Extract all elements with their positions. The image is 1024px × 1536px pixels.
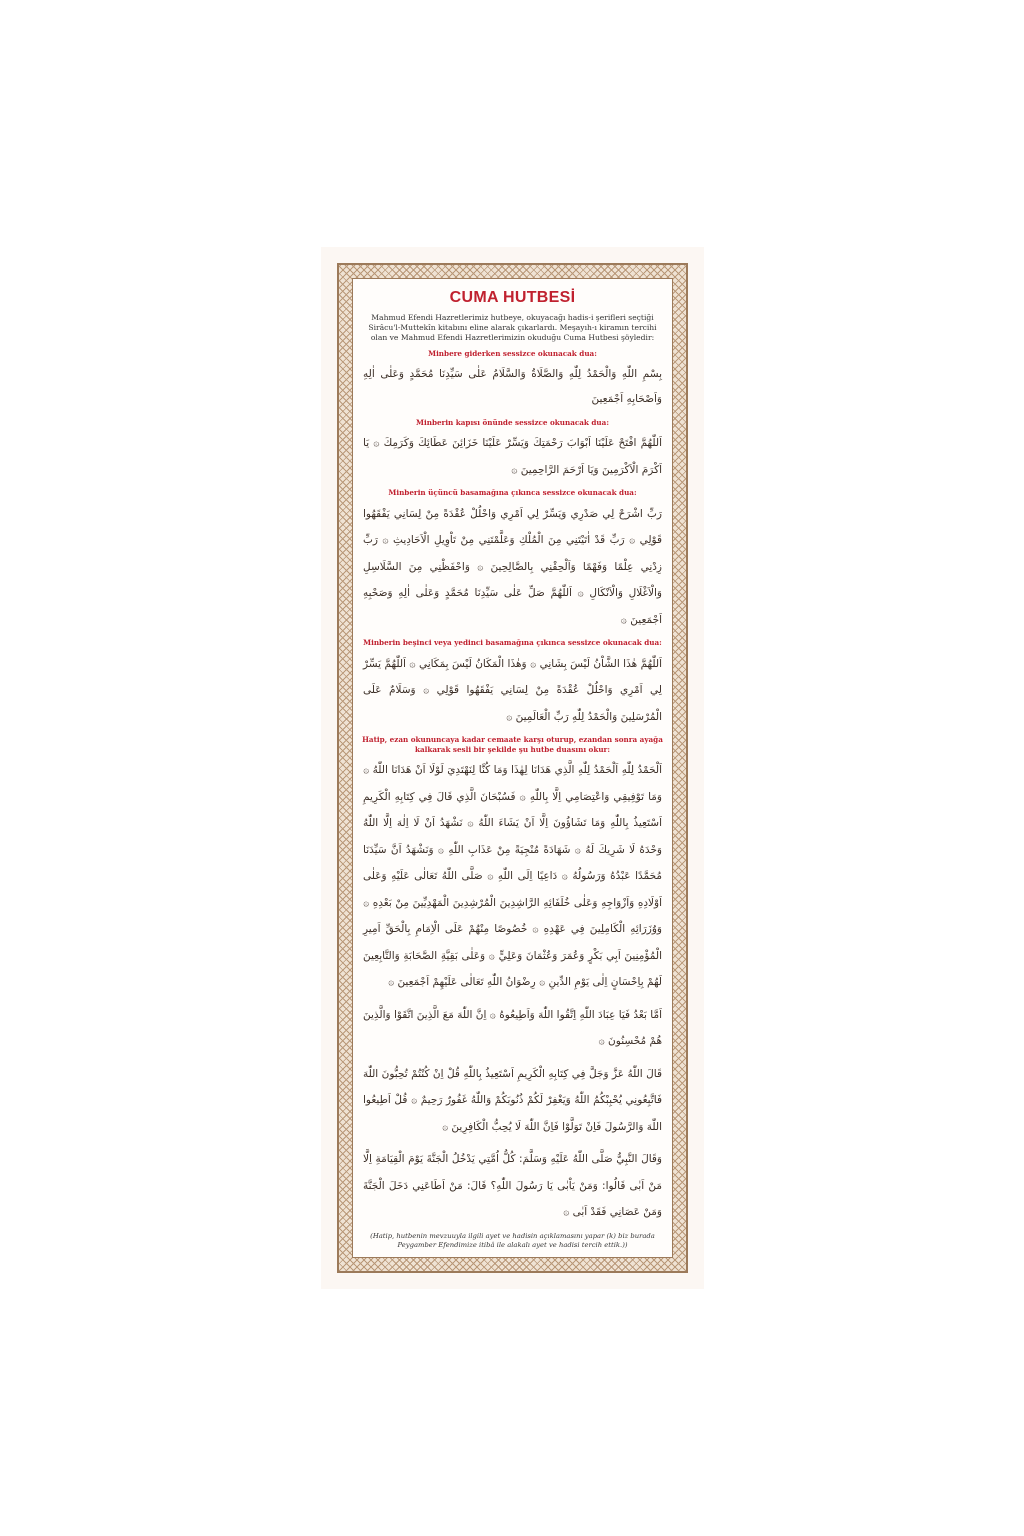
footnote: (Hatip, hutbenin mevzuuyla ilgili ayet ve hadisin açıklamasını yapar (k) biz burada Peygamber Efendimize itibâ ile alakalı ayet ve hadisi tercih ettik.)) — [370, 1231, 655, 1249]
arabic-prayer-1: بِسْمِ اللّٰهِ وَالْحَمْدُ لِلّٰهِ وَالصَّلَاةُ وَالسَّلَامُ عَلٰى سَيِّدِنَا مُحَمَّدٍ وَعَلٰى اٰلِهِ وَاَصْحَابِهِ اَجْمَعِينَ — [363, 367, 662, 405]
section-heading-5: Hatip, ezan okununcaya kadar cemaate karşı oturup, ezandan sonra ayağa kalkarak sesli bir şekilde şu hutbe duasını okur: — [362, 735, 663, 754]
arabic-prayer-4: اَللّٰهُمَّ هٰذَا الشَّاْنُ لَيْسَ بِشَانِي ۞ وَهٰذَا الْمَكَانُ لَيْسَ بِمَكَانِي ۞ اَللّٰهُمَّ يَسِّرْ لِي اَمْرِي وَاحْلُلْ عُقْدَةً مِنْ لِسَانِي يَفْقَهُوا قَوْلِي ۞ وَسَلَامٌ عَلَى الْمُرْسَلِينَ وَالْحَمْدُ لِلّٰهِ رَبِّ الْعَالَمِينَ ۞ — [363, 657, 662, 723]
arabic-block-ayet: قَالَ اللّٰهُ عَزَّ وَجَلَّ فِي كِتَابِهِ الْكَرِيمِ اَسْتَعِيذُ بِاللّٰهِ قُلْ اِنْ كُنْتُمْ تُحِبُّونَ اللّٰهَ فَاتَّبِعُونِي يُحْبِبْكُمُ اللّٰهُ وَيَغْفِرْ لَكُمْ ذُنُوبَكُمْ وَاللّٰهُ غَفُورٌ رَحِيمٌ ۞ قُلْ اَطِيعُوا اللّٰهَ وَالرَّسُولَ فَاِنْ تَوَلَّوْا فَاِنَّ اللّٰهَ لَا يُحِبُّ الْكَافِرِينَ ۞ — [363, 1067, 662, 1133]
booklet-page — [321, 247, 704, 1289]
ornamental-border — [337, 263, 688, 1273]
arabic-block-hadis: وَقَالَ النَّبِيُّ صَلَّى اللّٰهُ عَلَيْهِ وَسَلَّمَ: كُلُّ اُمَّتِي يَدْخُلُ الْجَنَّةَ يَوْمَ الْقِيَامَةِ اِلَّا مَنْ اَبٰى قَالُوا: وَمَنْ يَاْبٰى يَا رَسُولَ اللّٰهِ؟ قَالَ: مَنْ اَطَاعَنِي دَخَلَ الْجَنَّةَ وَمَنْ عَصَانِي فَقَدْ اَبٰى ۞ — [363, 1153, 662, 1218]
content-panel — [352, 278, 673, 1258]
page-title: CUMA HUTBESİ — [449, 289, 576, 306]
arabic-prayer-2: اَللّٰهُمَّ افْتَحْ عَلَيْنَا اَبْوَابَ رَحْمَتِكَ وَيَسِّرْ عَلَيْنَا خَزَائِنَ عَطَائِكَ وَكَرَمِكَ ۞ يَا اَكْرَمَ الْاَكْرَمِينَ وَيَا اَرْحَمَ الرَّاحِمِينَ ۞ — [363, 437, 662, 476]
arabic-block-amma-bad: اَمَّا بَعْدُ فَيَا عِبَادَ اللّٰهِ اِتَّقُوا اللّٰهَ وَاَطِيعُوهُ ۞ اِنَّ اللّٰهَ مَعَ الَّذِينَ اتَّقَوْا وَالَّذِينَ هُمْ مُحْسِنُونَ ۞ — [363, 1008, 662, 1047]
arabic-sermon-prayer: اَلْحَمْدُ لِلّٰهِ اَلْحَمْدُ لِلّٰهِ الَّذِي هَدَانَا لِهٰذَا وَمَا كُنَّا لِنَهْتَدِيَ لَوْلَا اَنْ هَدَانَا اللّٰهُ ۞ وَمَا تَوْفِيقِي وَاعْتِصَامِي اِلَّا بِاللّٰهِ ۞ فَسُبْحَانَ الَّذِي قَالَ فِي كِتَابِهِ الْكَرِيمِ اَسْتَعِيذُ بِاللّٰهِ وَمَا تَشَاؤُونَ اِلَّا اَنْ يَشَاءَ اللّٰهُ ۞ نَشْهَدُ اَنْ لَا اِلٰهَ اِلَّا اللّٰهُ وَحْدَهُ لَا شَرِيكَ لَهُ ۞ شَهَادَةً مُنْجِيَةً مِنْ عَذَابِ اللّٰهِ ۞ وَنَشْهَدُ اَنَّ سَيِّدَنَا مُحَمَّدًا عَبْدُهُ وَرَسُولُهُ ۞ دَاعِيًا اِلَى اللّٰهِ ۞ صَلَّى اللّٰهُ تَعَالٰى عَلَيْهِ وَعَلٰى اَوْلَادِهِ وَاَزْوَاجِهِ وَعَلٰى خُلَفَائِهِ الرَّاشِدِينَ الْمُرْشِدِينَ الْمَهْدِيِّينَ مِنْ بَعْدِهِ ۞ وَوُزَرَائِهِ الْكَامِلِينَ فِي عَهْدِهِ ۞ خُصُوصًا مِنْهُمْ عَلَى الْاِمَامِ بِالْحَقِّ اَمِيرِ الْمُؤْمِنِينَ اَبِي بَكْرٍ وَعُمَرَ وَعُثْمَانَ وَعَلِيٍّ ۞ وَعَلٰى بَقِيَّةِ الصَّحَابَةِ وَالتَّابِعِينَ لَهُمْ بِاِحْسَانٍ اِلٰى يَوْمِ الدِّينِ ۞ رِضْوَانُ اللّٰهِ تَعَالٰى عَلَيْهِمْ اَجْمَعِينَ ۞ — [363, 764, 662, 988]
section-heading-2: Minberin kapısı önünde sessizce okunacak dua: — [416, 417, 609, 427]
intro-paragraph: Mahmud Efendi Hazretlerimiz hutbeye, okuyacağı hadis-i şerifleri seçtiği Sirâcu'l-Muttekîn kitabını eline alarak çıkarlardı. Meşayıh-ı kiramın tercihi olan ve Mahmud Efendi Hazretlerimizin okuduğu Cuma Hutbesi şöyledir: — [368, 313, 657, 342]
section-heading-1: Minbere giderken sessizce okunacak dua: — [428, 349, 597, 358]
section-heading-3: Minberin üçüncü basamağına çıkınca sessizce okunacak dua: — [388, 488, 637, 497]
section-heading-4: Minberin beşinci veya yedinci basamağına çıkınca sessizce okunacak dua: — [363, 638, 662, 647]
arabic-prayer-3: رَبِّ اشْرَحْ لِي صَدْرِي وَيَسِّرْ لِي اَمْرِي وَاحْلُلْ عُقْدَةً مِنْ لِسَانِي يَفْقَهُوا قَوْلِي ۞ رَبِّ قَدْ اٰتَيْتَنِي مِنَ الْمُلْكِ وَعَلَّمْتَنِي مِنْ تَاْوِيلِ الْاَحَادِيثِ ۞ رَبِّ زِدْنِي عِلْمًا وَفَهْمًا وَاَلْحِقْنِي بِالصَّالِحِينَ ۞ وَاحْفَظْنِي مِنَ السَّلَاسِلِ وَالْاَغْلَالِ وَالْاَنْكَالِ ۞ اَللّٰهُمَّ صَلِّ عَلٰى سَيِّدِنَا مُحَمَّدٍ وَعَلٰى اٰلِهِ وَصَحْبِهِ اَجْمَعِينَ ۞ — [363, 507, 662, 626]
